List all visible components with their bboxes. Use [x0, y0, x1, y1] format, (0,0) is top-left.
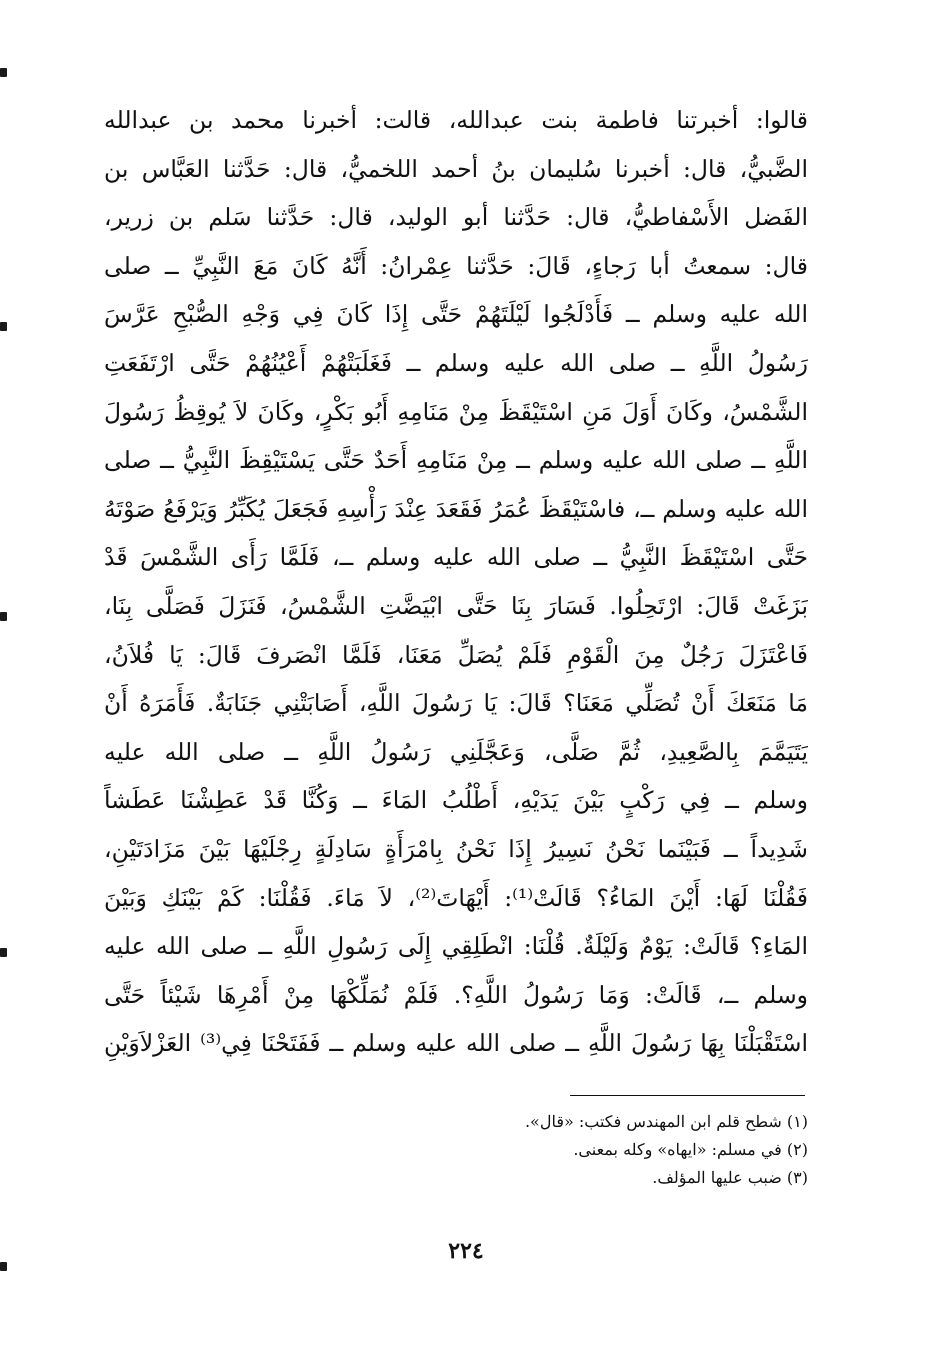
page-number: ٢٢٤ [448, 1238, 484, 1264]
text-line: فَاعْتَزَلَ رَجُلٌ مِنَ الْقَوْمِ فَلَمْ يُصَلِّ مَعَنَا، فَلَمَّا انْصَرفَ قَالَ: يَا فُلاَنُ، [104, 640, 808, 669]
text-line: رَسُولُ اللَّهِ ــ صلى الله عليه وسلم ــ فَغَلَبَتْهُمْ أَعْيُنُهُمْ حَتَّى ارْتَفَعَتِ [104, 348, 808, 377]
text-line: وسلم ــ فِي رَكْبٍ بَيْنَ يَدَيْهِ، أَطْلُبُ المَاءَ ــ وَكُنَّا قَدْ عَطِشْنَا عَطَشاً [104, 786, 808, 815]
text-line: اللَّهِ ــ صلى الله عليه وسلم ــ مِنْ مَنَامِهِ أَحَدٌ حَتَّى يَسْتَيْقِظَ النَّبِيُّ ــ صلى [104, 446, 808, 475]
text-line: اسْتَقْبَلْنَا بِهَا رَسُولَ اللَّهِ ــ صلى الله عليه وسلم ــ فَفَتَحْنَا فِي⁽³⁾ العَزْلاَوَيْنِ [104, 1029, 808, 1058]
text-line: يَتَيَمَّمَ بِالصَّعِيدِ، ثُمَّ صَلَّى، وَعَجَّلَنِي رَسُولُ اللَّهِ ــ صلى الله عليه [104, 737, 808, 766]
footnote-3: (٣) ضبب عليها المؤلف. [652, 1168, 808, 1187]
main-text [104, 96, 808, 1068]
text-line: الشَّمْسُ، وكَانَ أَوَلَ مَنِ اسْتَيْقَظَ مِنْ مَنَامِهِ أَبُو بَكْرٍ، وكَانَ لاَ يُوقِظُ رَسُولَ [104, 397, 808, 426]
text-line: قال: سمعتُ أبا رَجاءٍ، قَالَ: حَدَّثنا عِمْرانُ: أَنَّهُ كَانَ مَعَ النَّبِيِّ ــ صلى [104, 251, 808, 280]
text-line: وسلم ــ، قَالَتْ: وَمَا رَسُولُ اللَّهِ؟. فَلَمْ نُمَلِّكْهَا مِنْ أَمْرِهَا شَيْئاً حَتَّى [104, 980, 808, 1009]
footnote-1: (١) شطح قلم ابن المهندس فكتب: «قال». [524, 1112, 808, 1131]
footnotes [448, 1108, 808, 1192]
text-line: الفَضل الأَسْفاطيُّ، قال: حَدَّثنا أبو الوليد، قال: حَدَّثنا سَلم بن زرير، [104, 203, 808, 232]
text-line: مَا مَنَعَكَ أَنْ تُصَلِّي مَعَنَا؟ قَالَ: يَا رَسُولَ اللَّهِ، أَصَابَتْنِي جَنَابَةٌ. فَأَمَرَهُ أَنْ [104, 689, 808, 718]
scan-margin-mark [0, 948, 7, 957]
text-line: الضَّبيُّ، قال: أخبرنا سُليمان بنُ أحمد اللخميُّ، قال: حَدَّثنا العَبَّاس بن [104, 154, 808, 183]
footnote-2: (٢) في مسلم: «ايهاه» وكله بمعنى. [573, 1140, 808, 1159]
text-line: شَدِيداً ــ فَبَيْنَما نَحْنُ نَسِيرُ إِذَا نَحْنُ بِامْرَأَةٍ سَادِلَةٍ رِجْلَيْهَا بَيْنَ مَزَادَتَيْنِ، [104, 834, 808, 863]
text-line: بَزَغَتْ قَالَ: ارْتَحِلُوا. فَسَارَ بِنَا حَتَّى ابْيَضَّتِ الشَّمْسُ، فَنَزَلَ فَصَلَّى بِنَا، [104, 591, 808, 620]
text-line: حَتَّى اسْتَيْقَظَ النَّبِيُّ ــ صلى الله عليه وسلم ــ، فَلَمَّا رَأَى الشَّمْسَ قَدْ [104, 543, 808, 572]
scan-margin-mark [0, 1262, 7, 1271]
text-line: المَاءِ؟ قَالَتْ: يَوْمٌ وَلَيْلَةٌ. قُلْنَا: انْطَلِقِي إِلَى رَسُولِ اللَّهِ ــ صلى الله عليه [104, 932, 808, 961]
scan-margin-mark [0, 322, 7, 331]
scan-margin-mark [0, 612, 7, 621]
scan-margin-mark [0, 68, 7, 77]
text-line: فَقُلْنَا لَهَا: أَيْنَ المَاءُ؟ قَالَتْ⁽¹⁾: أَيْهَاتَ⁽²⁾، لاَ مَاءَ. فَقُلْنَا: كَمْ بَيْنَكِ وَبَيْنَ [104, 883, 808, 912]
text-line: قالوا: أخبرتنا فاطمة بنت عبدالله، قالت: أخبرنا محمد بن عبدالله [104, 106, 808, 134]
text-line: الله عليه وسلم ــ فَأَدْلَجُوا لَيْلَتَهُمْ حَتَّى إِذَا كَانَ فِي وَجْهِ الصُّبْحِ عَرَّسَ [104, 300, 808, 329]
footnote-separator [570, 1095, 805, 1096]
text-line: الله عليه وسلم ــ، فاسْتَيْقَظَ عُمَرُ فَقَعَدَ عِنْدَ رَأْسِهِ فَجَعَلَ يُكَبِّرُ وَيَرْفَعُ صَوْتَهُ [104, 494, 808, 523]
